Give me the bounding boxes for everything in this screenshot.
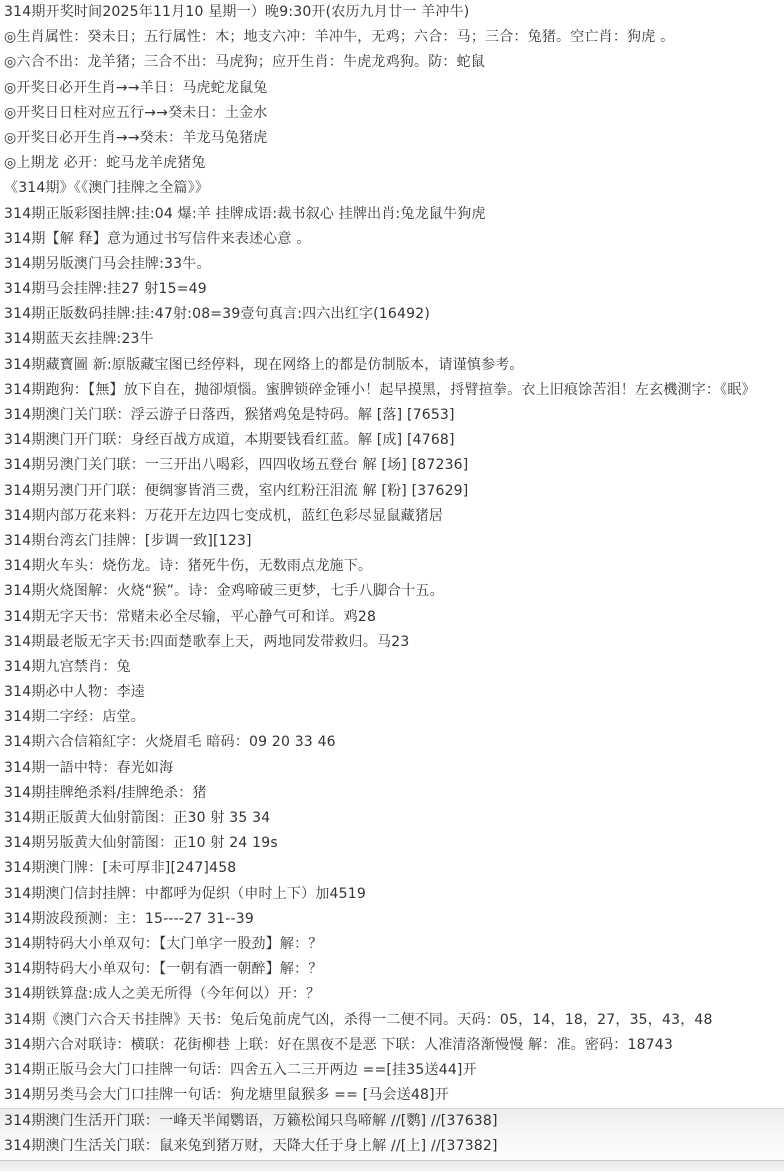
text-line: 314期藏寳圖 新:原版藏宝图已经停料，现在网络上的都是仿制版本，请谨慎参考。 [4,356,524,373]
text-line: 314期九宫禁肖：兔 [4,658,131,675]
text-line: ◎上期龙 必开：蛇马龙羊虎猪兔 [4,155,206,172]
text-line: 314期开奖时间2025年11月10 星期一）晚9:30开(农历九月廿一 羊冲牛) [4,4,470,20]
text-line: 314期另澳门开门联：便绸寥皆消三费，室内红粉汪泪流 解 [粉] [37629] [4,482,469,499]
text-line: 314期跑狗：【無】放下自在，抛卻煩惱。蜜脾锁碎金锤小！起早摸黑，捋臂揎拳。衣上旧痕馀苦泪！左玄機測字：《眠》 [4,381,756,398]
footer-panel [0,1108,784,1160]
text-line: 314期澳门信封挂牌：中都呼为促织（申时上下）加4519 [4,885,366,902]
text-line: ◎生肖属性：癸未日；五行属性：木；地支六冲：羊冲牛，无鸡；六合：马；三合：兔猪。空亡肖：狗虎 。 [4,29,675,46]
text-line: 314期澳门关门联：浮云游子日落西，猴猪鸡兔是特码。解 [落] [7653] [4,407,455,423]
text-line: 314期另版澳门马会挂牌:33牛。 [4,255,211,272]
text-line: ◎开奖日必开生肖→→羊日：马虎蛇龙鼠兔 [4,79,268,96]
text-line: 314期二字经：店堂。 [4,709,145,726]
text-line: 314期另澳门关门联：一三开出八喝彩，四四收场五登台 解 [场] [87236] [4,457,469,474]
text-line: ◎开奖日日柱对应五行→→癸未日：土金水 [4,104,268,121]
text-line: 《314期》《《澳门挂牌之全篇》》 [4,180,210,197]
text-line: 314期《澳门六合天书挂牌》天书：兔后兔前虎气凶，杀得一二便不同。天码：05，14，18，27，35，43，48 [4,1011,713,1028]
text-line: 314期铁算盘:成人之美无所得（今年何以）开：？ [4,986,321,1003]
text-line: 314期无字天书：常赌未必全尽输，平心静气可和详。鸡28 [4,608,377,625]
text-line: ◎开奖日必开生肖→→癸未：羊龙马兔猪虎 [4,129,268,146]
text-line: 314期必中人物：李逵 [4,684,145,701]
text-line: 314期蓝天玄挂牌:23牛 [4,331,154,348]
text-line: 314期马会挂牌:挂27 射15=49 [4,281,207,298]
text-line: 314期澳门牌：[未可厚非][247]458 [4,860,237,877]
text-line: 314期六合信箱紅字：火烧眉毛 暗码：09 20 33 46 [4,734,336,751]
text-line: ◎六合不出：龙羊猪；三合不出：马虎狗；应开生肖：牛虎龙鸡狗。防：蛇鼠 [4,54,486,71]
text-line: 314期最老版无字天书:四面楚歌奉上天，两地同发带救归。马23 [4,633,410,650]
text-line: 314期正版黄大仙射箭图：正30 射 35 34 [4,810,271,826]
text-line: 314期波段预测：主：15----27 31--39 [4,910,254,927]
text-line: 314期正版数码挂牌:挂:47射:08=39壹句真言:四六出红字(16492) [4,306,431,323]
text-line: 314期六合对联诗：横联：花街柳巷 上联：好在黑夜不是恶 下联：人准清洛渐慢慢 解：准。密码：18743 [4,1036,674,1053]
text-line: 314期特码大小单双句：【一朝有酒一朝醉】解：？ [4,961,323,978]
text-line: 314期火车头：烧伤龙。诗：猪死牛伤，无数雨点龙施下。 [4,558,373,575]
text-line: 314期一語中特：春光如海 [4,759,174,776]
text-line: 314期【解 释】意为通过书写信件来表述心意 。 [4,230,311,247]
text-line: 314期火烧图解：火烧“猴”。诗：金鸡啼破三更梦，七手八脚合十五。 [4,583,444,600]
text-line: 314期正版马会大门口挂牌一句话：四舍五入二三开两边 ==[挂35送44]开 [4,1061,477,1078]
text-line: 314期正版彩图挂牌:挂:04 爆:羊 挂牌成语:裁书叙心 挂牌出肖:兔龙鼠牛狗虎 [4,205,486,222]
text-line: 314期另版黄大仙射箭图：正10 射 24 19s [4,835,278,852]
text-line: 314期特码大小单双句：【大门单字一股劲】解：？ [4,935,323,952]
text-line: 314期内部万花来料：万花开左边四七变成机，蓝红色彩尽显鼠藏猪居 [4,507,444,524]
text-line: 314期台湾玄门挂牌：[步调一致][123] [4,532,252,549]
bottom-strip [0,1160,784,1171]
text-line: 314期另类马会大门口挂牌一句话：狗龙塘里鼠猴多 == [马会送48]开 [4,1087,450,1104]
text-line: 314期澳门生活关门联：鼠来兔到猪万财，天降大任于身上解 //[上] //[37382] [4,1138,498,1155]
text-line: 314期澳门开门联：身经百战方成道，本期要钱看红蓝。解 [成] [4768] [4,432,455,449]
text-line: 314期澳门生活开门联：一峰天半闻鹦语，万籁松闻只鸟啼解 //[鹦] //[37638] [4,1113,498,1130]
text-line: 314期挂牌绝杀料/挂牌绝杀：猪 [4,784,207,801]
